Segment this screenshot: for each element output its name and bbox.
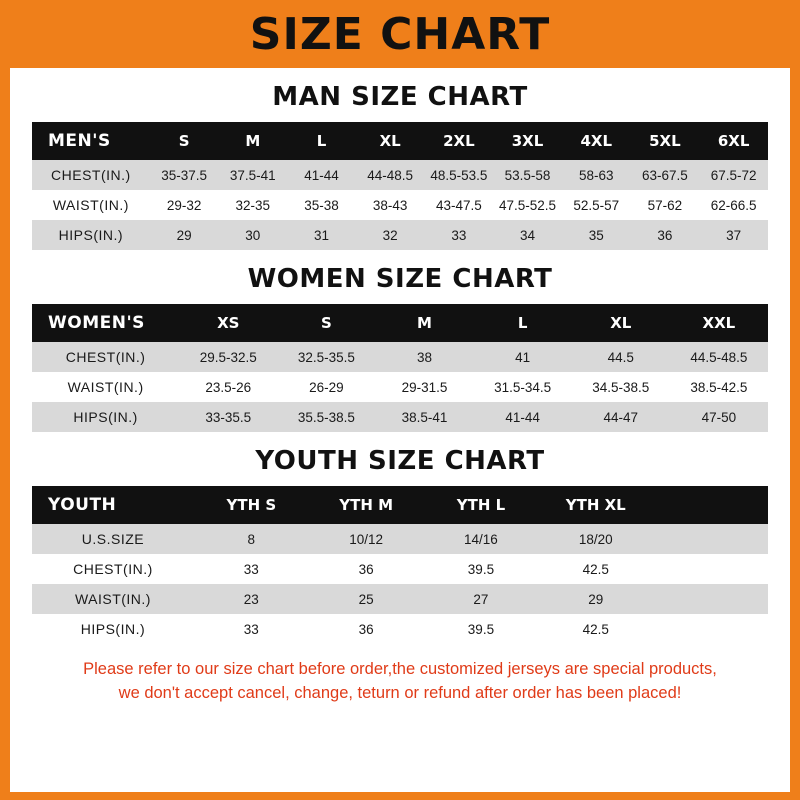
table-women-sizes bbox=[32, 304, 768, 432]
cell: 35-37.5 bbox=[150, 160, 219, 190]
col-header: XXL bbox=[670, 304, 768, 342]
section-title-youth: YOUTH SIZE CHART bbox=[255, 446, 545, 476]
cell: 33 bbox=[194, 554, 309, 584]
cell: 32 bbox=[356, 220, 425, 250]
col-header: YTH L bbox=[424, 486, 539, 524]
col-header: 6XL bbox=[699, 122, 768, 160]
table-row bbox=[32, 372, 768, 402]
cell: 38.5-41 bbox=[375, 402, 473, 432]
cell bbox=[653, 524, 768, 554]
cell: 43-47.5 bbox=[425, 190, 494, 220]
table-man-sizes bbox=[32, 122, 768, 250]
cell: 42.5 bbox=[538, 614, 653, 644]
col-header: 3XL bbox=[493, 122, 562, 160]
cell: 29.5-32.5 bbox=[179, 342, 277, 372]
cell: 23 bbox=[194, 584, 309, 614]
col-header: WOMEN'S bbox=[32, 304, 179, 342]
cell: 41-44 bbox=[287, 160, 356, 190]
col-header: L bbox=[474, 304, 572, 342]
col-header: MEN'S bbox=[32, 122, 150, 160]
cell: 42.5 bbox=[538, 554, 653, 584]
cell: 67.5-72 bbox=[699, 160, 768, 190]
cell bbox=[653, 584, 768, 614]
cell: 36 bbox=[309, 614, 424, 644]
cell: 44.5-48.5 bbox=[670, 342, 768, 372]
cell: 14/16 bbox=[424, 524, 539, 554]
table-row bbox=[32, 402, 768, 432]
cell: 33 bbox=[194, 614, 309, 644]
cell: 8 bbox=[194, 524, 309, 554]
footnote-line-1: Please refer to our size chart before order,the customized jerseys are special products, bbox=[83, 660, 717, 678]
cell: 38 bbox=[375, 342, 473, 372]
table-header-row bbox=[32, 304, 768, 342]
col-header: XL bbox=[572, 304, 670, 342]
banner bbox=[0, 0, 800, 68]
col-header: XL bbox=[356, 122, 425, 160]
cell: 53.5-58 bbox=[493, 160, 562, 190]
cell: 52.5-57 bbox=[562, 190, 631, 220]
table-youth-sizes bbox=[32, 486, 768, 644]
row-label: WAIST(IN.) bbox=[32, 372, 179, 402]
col-header: YOUTH bbox=[32, 486, 194, 524]
cell: 29-32 bbox=[150, 190, 219, 220]
col-header: L bbox=[287, 122, 356, 160]
row-label: U.S.SIZE bbox=[32, 524, 194, 554]
cell: 35 bbox=[562, 220, 631, 250]
col-header: YTH S bbox=[194, 486, 309, 524]
table-header-row bbox=[32, 122, 768, 160]
cell: 36 bbox=[631, 220, 700, 250]
section-man bbox=[10, 82, 790, 250]
cell: 25 bbox=[309, 584, 424, 614]
row-label: CHEST(IN.) bbox=[32, 342, 179, 372]
table-row bbox=[32, 584, 768, 614]
cell: 58-63 bbox=[562, 160, 631, 190]
cell: 41 bbox=[474, 342, 572, 372]
cell: 18/20 bbox=[538, 524, 653, 554]
cell bbox=[653, 554, 768, 584]
cell: 44-48.5 bbox=[356, 160, 425, 190]
cell: 48.5-53.5 bbox=[425, 160, 494, 190]
row-label: WAIST(IN.) bbox=[32, 584, 194, 614]
col-header: YTH XL bbox=[538, 486, 653, 524]
cell: 34 bbox=[493, 220, 562, 250]
col-header: XS bbox=[179, 304, 277, 342]
row-label: HIPS(IN.) bbox=[32, 614, 194, 644]
footnote-line-2: we don't accept cancel, change, teturn or refund after order has been placed! bbox=[118, 683, 682, 702]
col-header: 5XL bbox=[631, 122, 700, 160]
cell: 63-67.5 bbox=[631, 160, 700, 190]
cell: 44-47 bbox=[572, 402, 670, 432]
cell: 37.5-41 bbox=[218, 160, 287, 190]
footnote bbox=[10, 658, 790, 706]
cell: 29-31.5 bbox=[375, 372, 473, 402]
cell: 38.5-42.5 bbox=[670, 372, 768, 402]
table-row bbox=[32, 524, 768, 554]
cell: 39.5 bbox=[424, 554, 539, 584]
cell: 32-35 bbox=[218, 190, 287, 220]
col-header: S bbox=[150, 122, 219, 160]
cell: 37 bbox=[699, 220, 768, 250]
cell: 30 bbox=[218, 220, 287, 250]
col-header: 4XL bbox=[562, 122, 631, 160]
row-label: HIPS(IN.) bbox=[32, 402, 179, 432]
cell bbox=[653, 614, 768, 644]
cell: 47.5-52.5 bbox=[493, 190, 562, 220]
row-label: CHEST(IN.) bbox=[32, 160, 150, 190]
cell: 33-35.5 bbox=[179, 402, 277, 432]
table-header-row bbox=[32, 486, 768, 524]
section-women bbox=[10, 264, 790, 432]
col-header: YTH M bbox=[309, 486, 424, 524]
table-row bbox=[32, 160, 768, 190]
cell: 29 bbox=[150, 220, 219, 250]
cell: 35.5-38.5 bbox=[277, 402, 375, 432]
cell: 34.5-38.5 bbox=[572, 372, 670, 402]
table-row bbox=[32, 554, 768, 584]
cell: 35-38 bbox=[287, 190, 356, 220]
col-header bbox=[653, 486, 768, 524]
cell: 32.5-35.5 bbox=[277, 342, 375, 372]
section-title-man: MAN SIZE CHART bbox=[272, 82, 528, 112]
cell: 38-43 bbox=[356, 190, 425, 220]
cell: 36 bbox=[309, 554, 424, 584]
cell: 39.5 bbox=[424, 614, 539, 644]
cell: 29 bbox=[538, 584, 653, 614]
table-row bbox=[32, 220, 768, 250]
col-header: M bbox=[218, 122, 287, 160]
section-youth bbox=[10, 446, 790, 644]
row-label: CHEST(IN.) bbox=[32, 554, 194, 584]
table-row bbox=[32, 190, 768, 220]
cell: 33 bbox=[425, 220, 494, 250]
cell: 31.5-34.5 bbox=[474, 372, 572, 402]
cell: 26-29 bbox=[277, 372, 375, 402]
cell: 10/12 bbox=[309, 524, 424, 554]
page-title: SIZE CHART bbox=[249, 8, 551, 60]
table-row bbox=[32, 342, 768, 372]
section-title-women: WOMEN SIZE CHART bbox=[247, 264, 553, 294]
cell: 41-44 bbox=[474, 402, 572, 432]
row-label: HIPS(IN.) bbox=[32, 220, 150, 250]
col-header: 2XL bbox=[425, 122, 494, 160]
cell: 31 bbox=[287, 220, 356, 250]
cell: 57-62 bbox=[631, 190, 700, 220]
cell: 62-66.5 bbox=[699, 190, 768, 220]
col-header: M bbox=[375, 304, 473, 342]
cell: 27 bbox=[424, 584, 539, 614]
cell: 44.5 bbox=[572, 342, 670, 372]
row-label: WAIST(IN.) bbox=[32, 190, 150, 220]
cell: 23.5-26 bbox=[179, 372, 277, 402]
col-header: S bbox=[277, 304, 375, 342]
cell: 47-50 bbox=[670, 402, 768, 432]
table-row bbox=[32, 614, 768, 644]
